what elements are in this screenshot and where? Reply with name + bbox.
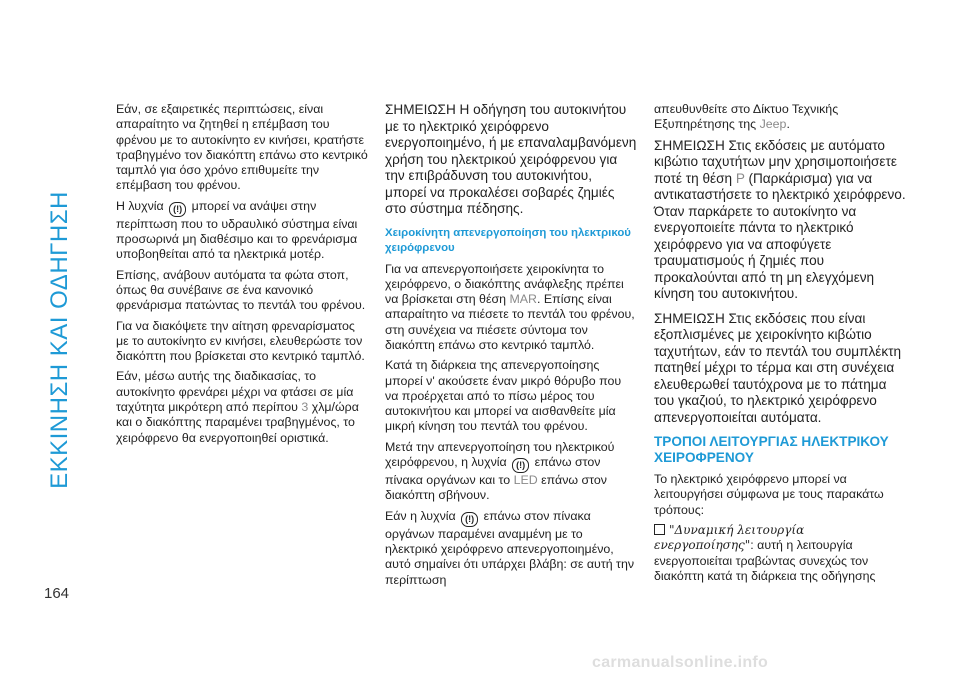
led-label: LED [513, 473, 538, 488]
note-paragraph: ΣΗΜΕΙΩΣΗ Στις εκδόσεις που είναι εξοπλισμένες με χειροκίνητο κιβώτιο ταχυτήτων, εάν το πεντάλ του συμπλέκτη πατηθεί μέχρι το τέρμα και στη συνέχεια ελευθερωθεί ταυτόχρονα με το πάτημα του γκαζιού, το ηλεκτρικό χειρόφρενο απενεργοποιείται αυτόματα. [654, 310, 902, 425]
column-3 [654, 102, 906, 589]
paragraph: Εάν, σε εξαιρετικές περιπτώσεις, είναι απαραίτητο να ζητηθεί η επέμβαση του φρένου με το αυτοκίνητο εν κινήσει, κρατήστε τραβηγμένο τον διακόπτη επάνω στο κεντρικό ταμπλό για όσο χρόνο επιθυμείτε την επέμβαση του φρένου. [116, 102, 368, 193]
note-paragraph: ΣΗΜΕΙΩΣΗ Η οδήγηση του αυτοκινήτου με το ηλεκτρικό χειρόφρενο ενεργοποιημένο, ή με επαναλαμβανόμενη χρήση του ηλεκτρικού χειρόφρενου για την επιβράδυνση του αυτοκινήτου, μπορεί να προκαλέσει σοβαρές ζημιές στο σύστημα πέδησης. [385, 102, 637, 216]
key-position-mar: MAR [509, 292, 538, 307]
note-paragraph: ΣΗΜΕΙΩΣΗ Στις εκδόσεις με αυτόματο κιβώτιο ταχυτήτων μην χρησιμοποιήσετε ποτέ τη θέση P (Παρκάρισμα) για να αντικαταστήσετε το ηλεκτρικό χειρόφρενο. Όταν παρκάρετε το αυτοκίνητο να ενεργοποιείτε πάντα το ηλεκτρικό χειρόφρενο για να αποφύγετε τραυματισμούς ή ζημιές που προκαλούνται από τη μη ελεγχόμενη κίνηση του αυτοκινήτου. [654, 137, 906, 302]
section-heading: ΤΡΟΠΟΙ ΛΕΙΤΟΥΡΓΙΑΣ ΗΛΕΚΤΡΙΚΟΥ ΧΕΙΡΟΦΡΕΝΟΥ [654, 434, 889, 466]
mode-name: "Δυναμική λειτουργία ενεργοποίησης" [654, 522, 805, 553]
brake-warning-icon: (!) [461, 512, 478, 527]
side-section-title [40, 100, 80, 580]
paragraph: "Δυναμική λειτουργία ενεργοποίησης": αυτή η λειτουργία ενεργοποιείται τραβώντας συνεχώς τον διακόπτη κατά τη διάρκεια της οδήγησης [654, 522, 876, 583]
paragraph: Το ηλεκτρικό χειρόφρενο μπορεί να λειτουργήσει σύμφωνα με τους παρακάτω τρόπους: [654, 472, 884, 517]
paragraph: Εάν η λυχνία (!) επάνω στον πίνακα οργάνων παραμένει αναμμένη με το ηλεκτρικό χειρόφρενο απενεργοποιημένο, αυτό σημαίνει ότι υπάρχει βλάβη: σε αυτή την περίπτωση [385, 508, 635, 587]
column-1 [116, 102, 368, 451]
paragraph: Για να απενεργοποιήσετε χειροκίνητα το χειρόφρενο, ο διακόπτης ανάφλεξης πρέπει να βρίσκεται στη θέση MAR. Επίσης είναι απαραίτητο να πιέσετε το πεντάλ του φρένου, στη συνέχεια να πιέσετε σύντομα τον διακόπτη επάνω στο κεντρικό ταμπλό. [385, 261, 635, 352]
paragraph: Επίσης, ανάβουν αυτόματα τα φώτα στοπ, όπως θα συνέβαινε σε ένα κανονικό φρενάρισμα πατώντας το πεντάλ του φρένου. [116, 267, 366, 313]
brand-name: Jeep [759, 117, 787, 132]
side-section-title-text: ΕΚΚΙΝΗΣΗ ΚΑΙ ΟΔΗΓΗΣΗ [46, 191, 74, 489]
paragraph: Η λυχνία (!) μπορεί να ανάψει στην περίπτωση που το υδραυλικό σύστημα είναι προσωρινά μη διαθέσιμο και το φρενάρισμα υποβοηθείται από τα ηλεκτρικά μοτέρ. [116, 198, 358, 262]
section-heading: Χειροκίνητη απενεργοποίηση του ηλεκτρικού χειρόφρενου [385, 226, 631, 254]
paragraph: απευθυνθείτε στο Δίκτυο Τεχνικής Εξυπηρέτησης της Jeep. [654, 102, 839, 132]
paragraph: Για να διακόψετε την αίτηση φρεναρίσματος με το αυτοκίνητο εν κινήσει, ελευθερώστε τον διακόπτη που βρίσκεται στο κεντρικό ταμπλό. [116, 318, 365, 364]
brake-warning-icon: (!) [169, 202, 186, 217]
paragraph: Εάν, μέσω αυτής της διαδικασίας, το αυτοκίνητο φρενάρει μέχρι να φτάσει σε μία ταχύτητα μικρότερη από περίπου 3 χλμ/ώρα και ο διακόπτης παραμένει τραβηγμένος, το χειρόφρενο θα ενεργοποιηθεί οριστικά. [116, 369, 359, 445]
footer-watermark: carmanualsonline.info [592, 654, 769, 671]
column-2 [385, 102, 637, 593]
paragraph: Μετά την απενεργοποίηση του ηλεκτρικού χειρόφρενου, η λυχνία (!) επάνω στον πίνακα οργάνων και το LED επάνω στον διακόπτη σβήνουν. [385, 439, 615, 503]
checkbox-icon [654, 524, 665, 535]
speed-value: 3 [301, 400, 309, 415]
gear-position-p: P [735, 170, 745, 186]
brake-warning-icon: (!) [512, 458, 529, 473]
page-number: 164 [44, 585, 70, 602]
paragraph: Κατά τη διάρκεια της απενεργοποίησης μπορεί ν' ακούσετε έναν μικρό θόρυβο που να προέρχεται από το πίσω μέρος του αυτοκινήτου και μπορεί να αισθανθείτε μία μικρή κίνηση του πεντάλ του φρένου. [385, 358, 622, 434]
